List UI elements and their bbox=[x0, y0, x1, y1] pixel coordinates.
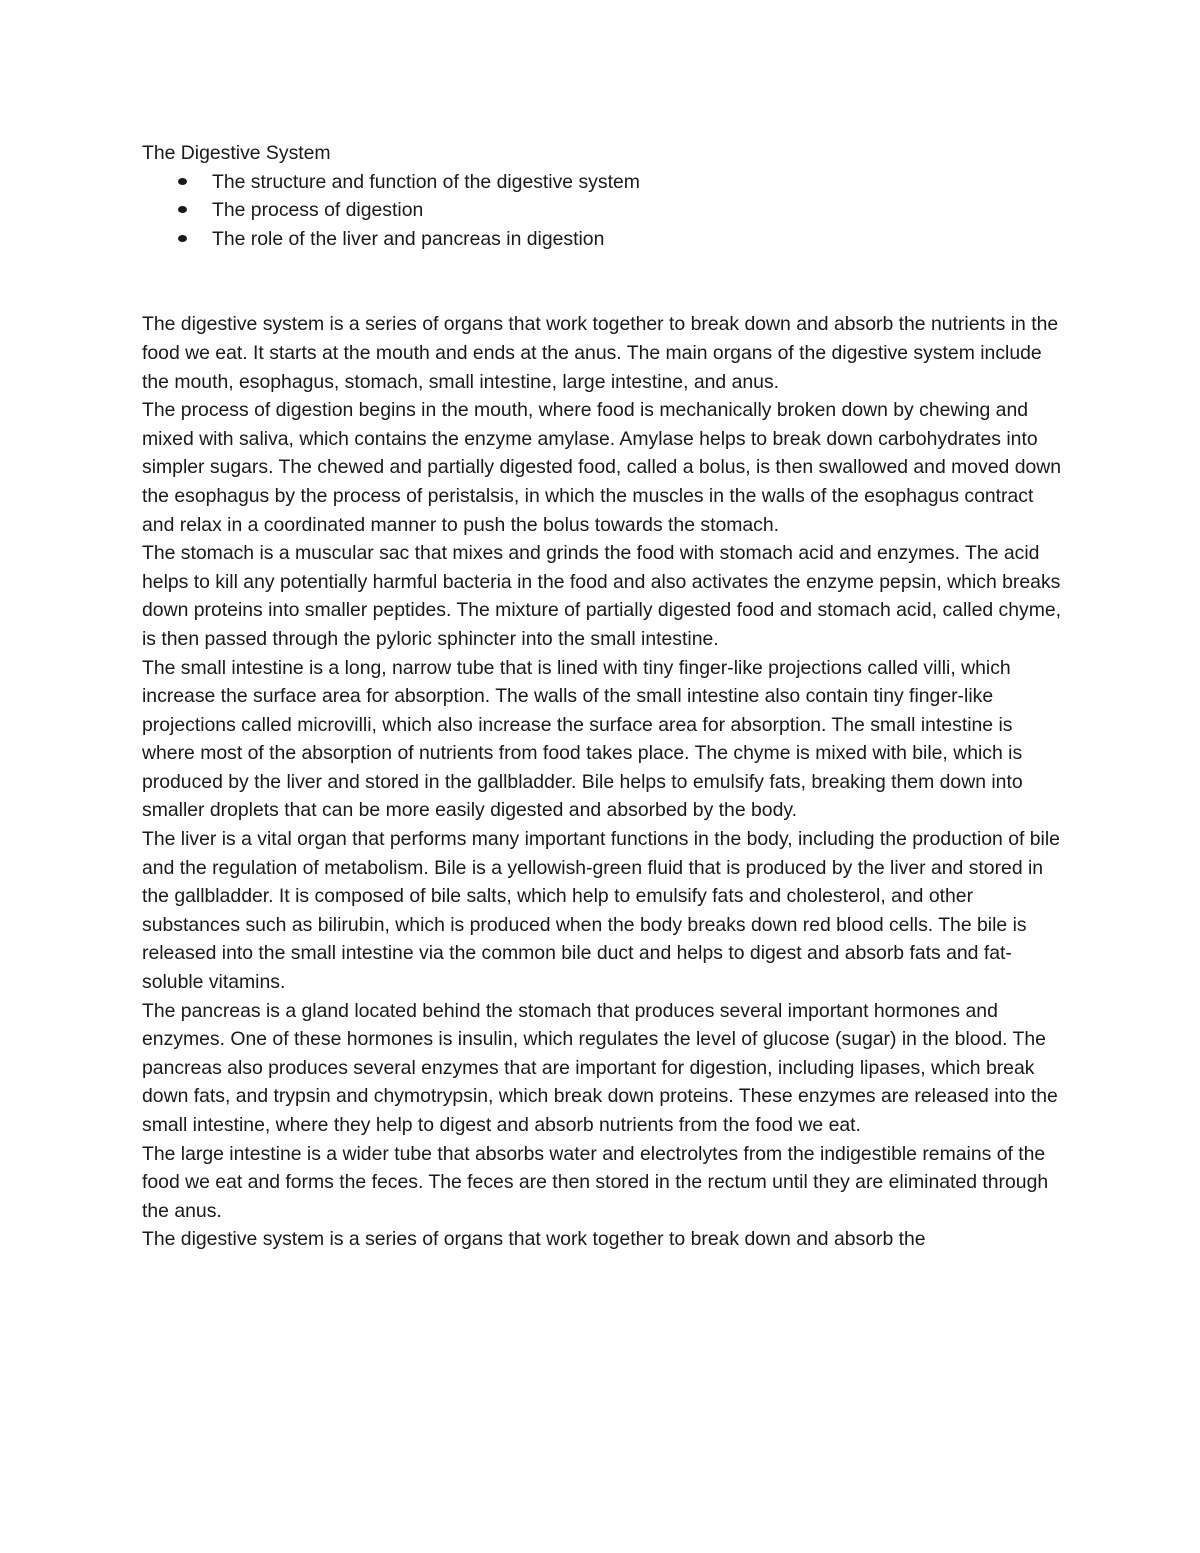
document-title: The Digestive System bbox=[142, 142, 331, 164]
outline-item-text: The process of digestion bbox=[212, 199, 424, 222]
paragraph-stomach: The stomach is a muscular sac that mixes and grinds the food with stomach acid and enzymes. The acid helps to kill any potentially harmful bacteria in the food and also activates the enzyme pepsin, which breaks down proteins into smaller peptides. The mixture of partially digested food and stomach acid, called chyme, is then passed through the pyloric sphincter into the small intestine. bbox=[142, 542, 1062, 650]
topic-outline bbox=[142, 168, 1062, 254]
outline-item-text: The structure and function of the digestive system bbox=[212, 170, 640, 193]
paragraph-mouth: The process of digestion begins in the mouth, where food is mechanically broken down by chewing and mixed with saliva, which contains the enzyme amylase. Amylase helps to break down carbohydrates into simpler sugars. The chewed and partially digested food, called a bolus, is then swallowed and moved down the esophagus by the process of peristalsis, in which the muscles in the walls of the esophagus contract and relax in a coordinated manner to push the bolus towards the stomach. bbox=[142, 399, 1062, 536]
section-spacer bbox=[142, 253, 1062, 310]
paragraph-small-intestine: The small intestine is a long, narrow tube that is lined with tiny finger-like projections called villi, which increase the surface area for absorption. The walls of the small intestine also contain tiny finger-like projections called microvilli, which also increase the surface area for absorption. The small intestine is where most of the absorption of nutrients from food takes place. The chyme is mixed with bile, which is produced by the liver and stored in the gallbladder. Bile helps to emulsify fats, breaking them down into smaller droplets that can be more easily digested and absorbed by the body. bbox=[142, 656, 1023, 822]
outline-item bbox=[212, 225, 1062, 254]
outline-item-text: The role of the liver and pancreas in digestion bbox=[212, 227, 605, 250]
bullet-icon bbox=[178, 206, 187, 213]
bullet-icon bbox=[178, 235, 187, 242]
outline-item bbox=[212, 168, 1062, 197]
paragraph-overview: The digestive system is a series of organs that work together to break down and absorb the nutrients in the food we eat. It starts at the mouth and ends at the anus. The main organs of the digestive system include the mouth, esophagus, stomach, small intestine, large intestine, and anus. bbox=[142, 313, 1059, 393]
paragraph-summary: The digestive system is a series of organs that work together to break down and absorb the bbox=[142, 1228, 926, 1251]
document-body bbox=[142, 139, 1062, 1254]
paragraph-liver: The liver is a vital organ that performs many important functions in the body, including the production of bile and the regulation of metabolism. Bile is a yellowish-green fluid that is produced by the liver and stored in the gallbladder. It is composed of bile salts, which help to emulsify fats and cholesterol, and other substances such as bilirubin, which is produced when the body breaks down red blood cells. The bile is released into the small intestine via the common bile duct and helps to digest and absorb fats and fat-soluble vitamins. bbox=[142, 828, 1060, 994]
paragraph-pancreas: The pancreas is a gland located behind the stomach that produces several important hormones and enzymes. One of these hormones is insulin, which regulates the level of glucose (sugar) in the blood. The pancreas also produces several enzymes that are important for digestion, including lipases, which break down fats, and trypsin and chymotrypsin, which break down proteins. These enzymes are released into the small intestine, where they help to digest and absorb nutrients from the food we eat. bbox=[142, 999, 1058, 1136]
bullet-icon bbox=[178, 178, 187, 185]
outline-item bbox=[212, 196, 1062, 225]
paragraph-large-intestine: The large intestine is a wider tube that absorbs water and electrolytes from the indigestible remains of the food we eat and forms the feces. The feces are then stored in the rectum until they are eliminated through the anus. bbox=[142, 1142, 1049, 1222]
